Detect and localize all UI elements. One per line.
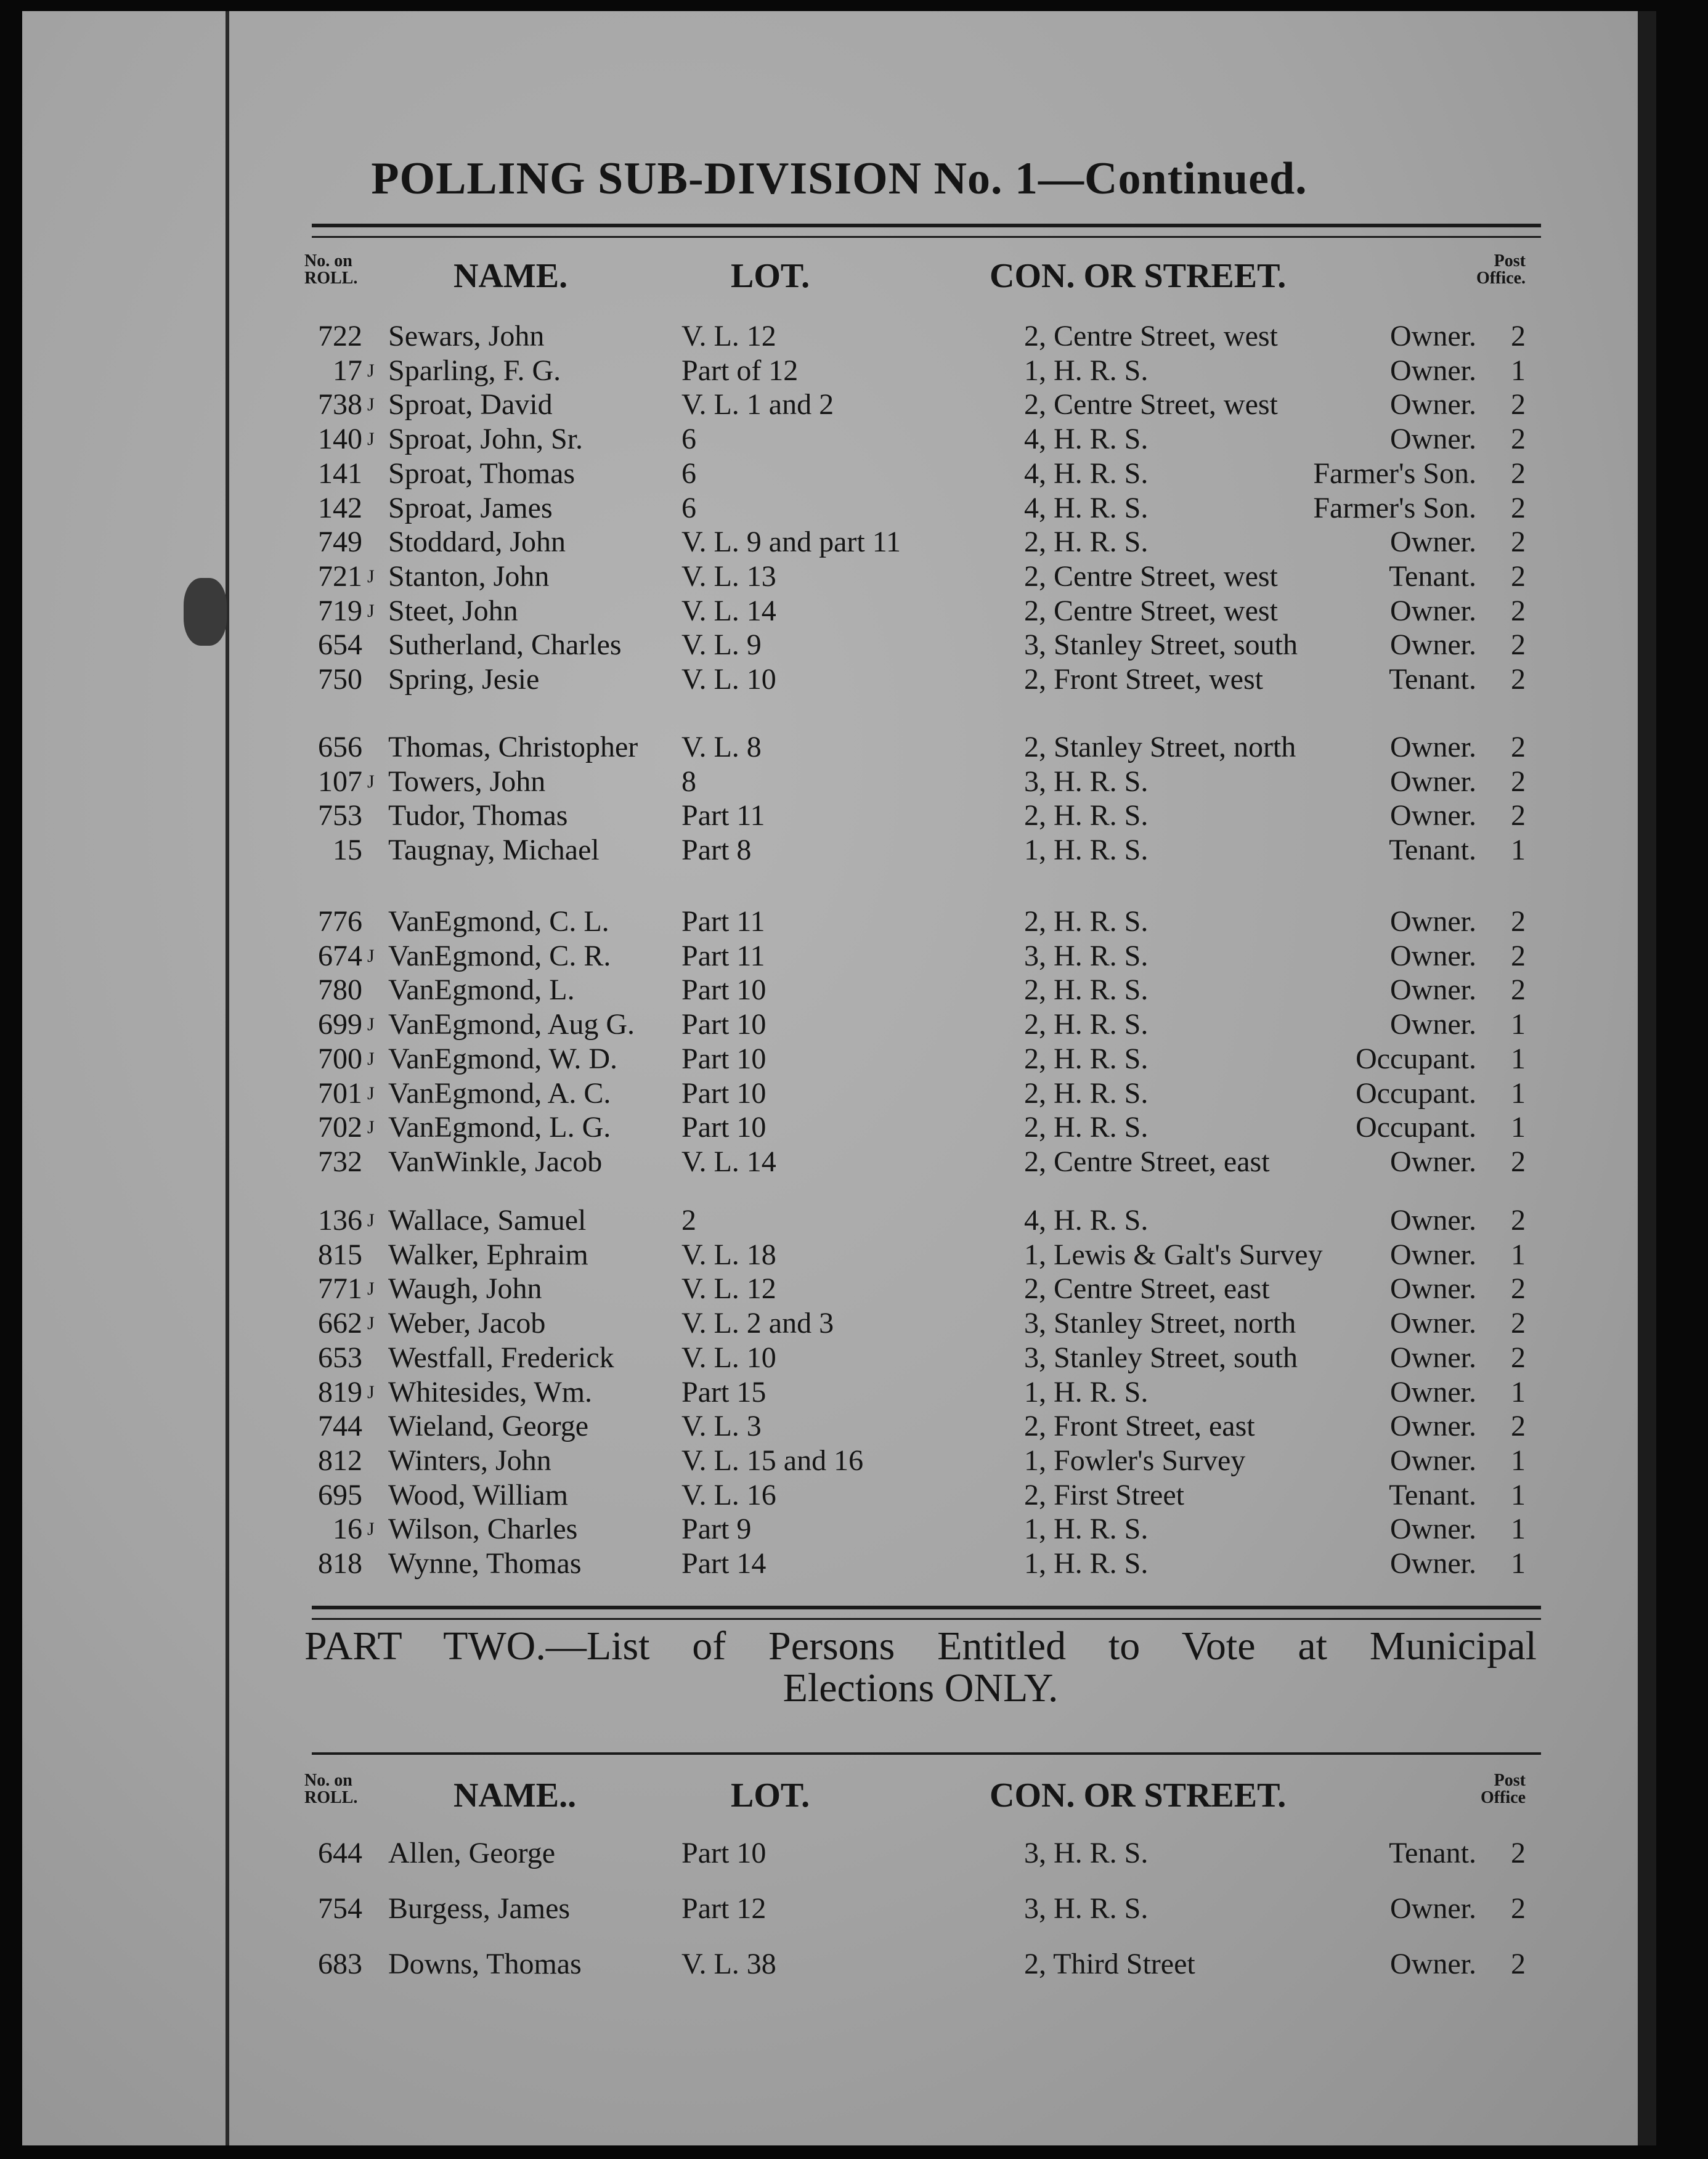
roll-number: 738 [318, 388, 362, 421]
table-row [22, 491, 1656, 526]
header-post-office: Post Office [1480, 1771, 1526, 1807]
voter-name: VanEgmond, L. [388, 974, 575, 1006]
post-office-cell: 2 [1511, 320, 1526, 352]
status-cell: Owner. [1390, 526, 1476, 558]
voter-name: Wynne, Thomas [388, 1547, 582, 1580]
status-cell: Owner. [1390, 765, 1476, 798]
post-office-cell: 2 [1511, 457, 1526, 490]
table-row [22, 1409, 1656, 1444]
table-row [22, 905, 1656, 939]
lot-cell: 6 [681, 492, 696, 524]
table-row [22, 1110, 1656, 1145]
lot-cell: V. L. 18 [681, 1238, 776, 1271]
part-two-rule [312, 1752, 1541, 1755]
con-street-cell: 2, H. R. S. [1024, 1111, 1149, 1144]
voter-name: VanEgmond, A. C. [388, 1077, 611, 1110]
part-two-heading-line2: Elections ONLY. [783, 1665, 1059, 1710]
post-office-cell: 1 [1511, 1238, 1526, 1271]
status-cell: Owner. [1390, 905, 1476, 938]
roll-number: 653 [318, 1341, 362, 1374]
table-row [22, 457, 1656, 491]
table-row [22, 1547, 1656, 1581]
table-row [22, 1512, 1656, 1547]
status-cell: Tenant. [1389, 1837, 1476, 1869]
roll-number: 753 [318, 799, 362, 832]
lot-cell: V. L. 14 [681, 1145, 776, 1178]
header-name: NAME. [453, 257, 568, 295]
lot-cell: Part 11 [681, 940, 765, 972]
part-two-heading-line1: PART TWO.—List of Persons Entitled to Vote at Municipal [304, 1624, 1537, 1669]
table-row [22, 1341, 1656, 1375]
juror-mark: J [367, 601, 375, 621]
lot-cell: 8 [681, 765, 696, 798]
table-row [22, 319, 1656, 354]
roll-number: 750 [318, 663, 362, 696]
con-street-cell: 2, H. R. S. [1024, 1077, 1149, 1110]
table-header [22, 245, 1656, 301]
table-row [22, 388, 1656, 422]
part-two-heading [304, 1625, 1537, 1709]
post-office-cell: 2 [1511, 765, 1526, 798]
roll-number: 136 [318, 1204, 362, 1237]
voter-name: VanEgmond, C. R. [388, 940, 611, 972]
table-row [22, 525, 1656, 559]
juror-mark: J [367, 946, 375, 966]
con-street-cell: 3, H. R. S. [1024, 940, 1149, 972]
status-cell: Owner. [1390, 1444, 1476, 1477]
voter-name: Sutherland, Charles [388, 628, 622, 661]
status-cell: Owner. [1390, 595, 1476, 627]
roll-number: 15 [333, 834, 362, 866]
con-street-cell: 1, Lewis & Galt's Survey [1024, 1238, 1323, 1271]
lot-cell: Part 10 [681, 1837, 767, 1869]
con-street-cell: 3, Stanley Street, north [1024, 1307, 1296, 1340]
status-cell: Owner. [1390, 1376, 1476, 1409]
post-office-cell: 2 [1511, 1307, 1526, 1340]
lot-cell: Part 12 [681, 1892, 767, 1925]
status-cell: Owner. [1390, 320, 1476, 352]
roll-number: 776 [318, 905, 362, 938]
lot-cell: 2 [681, 1204, 696, 1237]
lot-cell: 6 [681, 457, 696, 490]
roll-number: 754 [318, 1892, 362, 1925]
post-office-cell: 2 [1511, 526, 1526, 558]
lot-cell: Part 10 [681, 1077, 767, 1110]
juror-mark: J [367, 1083, 375, 1104]
table-row [22, 594, 1656, 628]
post-office-cell: 2 [1511, 905, 1526, 938]
table-row [22, 1272, 1656, 1306]
lot-cell: V. L. 12 [681, 320, 776, 352]
juror-mark: J [367, 394, 375, 415]
status-cell: Owner. [1390, 731, 1476, 763]
roll-number: 107 [318, 765, 362, 798]
con-street-cell: 2, Centre Street, west [1024, 388, 1278, 421]
roll-number: 812 [318, 1444, 362, 1477]
table-row [22, 1444, 1656, 1478]
lot-cell: Part 10 [681, 1008, 767, 1041]
voter-name: Towers, John [388, 765, 546, 798]
table-row [22, 1145, 1656, 1179]
status-cell: Owner. [1390, 1341, 1476, 1374]
voter-name: Allen, George [388, 1837, 556, 1869]
status-cell: Farmer's Son. [1313, 492, 1476, 524]
status-cell: Owner. [1390, 799, 1476, 832]
voter-name: Sparling, F. G. [388, 354, 561, 387]
juror-mark: J [367, 771, 375, 792]
table-row [22, 1203, 1656, 1238]
voter-name: Stoddard, John [388, 526, 566, 558]
voter-name: Sewars, John [388, 320, 545, 352]
con-street-cell: 4, H. R. S. [1024, 1204, 1149, 1237]
header-post-office: Post Office. [1476, 251, 1526, 288]
con-street-cell: 3, H. R. S. [1024, 1837, 1149, 1869]
page-title: POLLING SUB-DIVISION No. 1—Continued. [371, 153, 1307, 204]
juror-mark: J [367, 1313, 375, 1333]
roll-number: 644 [318, 1837, 362, 1869]
roll-number: 141 [318, 457, 362, 490]
post-office-cell: 2 [1511, 1837, 1526, 1869]
status-cell: Owner. [1390, 1547, 1476, 1580]
voter-name: Steet, John [388, 595, 518, 627]
post-office-cell: 2 [1511, 1892, 1526, 1925]
voter-name: Sproat, Thomas [388, 457, 575, 490]
roll-number: 142 [318, 492, 362, 524]
table-row [22, 422, 1656, 457]
voter-name: Wallace, Samuel [388, 1204, 587, 1237]
roll-number: 656 [318, 731, 362, 763]
voter-name: Winters, John [388, 1444, 551, 1477]
lot-cell: V. L. 3 [681, 1410, 762, 1442]
roll-number: 17 [333, 354, 362, 387]
roll-number: 744 [318, 1410, 362, 1442]
post-office-cell: 1 [1511, 1479, 1526, 1511]
table-row [22, 1238, 1656, 1272]
post-office-cell: 2 [1511, 1204, 1526, 1237]
table-row [22, 799, 1656, 833]
status-cell: Owner. [1390, 1892, 1476, 1925]
lot-cell: 6 [681, 423, 696, 455]
roll-number: 722 [318, 320, 362, 352]
table-row [22, 1042, 1656, 1076]
table-row [22, 765, 1656, 799]
status-cell: Occupant. [1356, 1043, 1476, 1075]
con-street-cell: 1, H. R. S. [1024, 1376, 1149, 1409]
lot-cell: V. L. 2 and 3 [681, 1307, 834, 1340]
con-street-cell: 3, H. R. S. [1024, 765, 1149, 798]
voter-name: Weber, Jacob [388, 1307, 546, 1340]
post-office-cell: 2 [1511, 1410, 1526, 1442]
roll-number: 16 [333, 1513, 362, 1545]
con-street-cell: 2, H. R. S. [1024, 905, 1149, 938]
post-office-cell: 1 [1511, 1111, 1526, 1144]
con-street-cell: 2, H. R. S. [1024, 974, 1149, 1006]
header-no-on-roll: No. on ROLL. [304, 1771, 358, 1807]
con-street-cell: 2, H. R. S. [1024, 1043, 1149, 1075]
voter-name: Walker, Ephraim [388, 1238, 588, 1271]
status-cell: Occupant. [1356, 1077, 1476, 1110]
lot-cell: Part 8 [681, 834, 752, 866]
status-cell: Owner. [1390, 1145, 1476, 1178]
post-office-cell: 1 [1511, 834, 1526, 866]
status-cell: Owner. [1390, 628, 1476, 661]
roll-number: 700 [318, 1043, 362, 1075]
status-cell: Farmer's Son. [1313, 457, 1476, 490]
lot-cell: V. L. 15 and 16 [681, 1444, 864, 1477]
post-office-cell: 1 [1511, 1008, 1526, 1041]
post-office-cell: 2 [1511, 1145, 1526, 1178]
voter-name: VanEgmond, C. L. [388, 905, 609, 938]
lot-cell: V. L. 8 [681, 731, 762, 763]
voter-name: Wilson, Charles [388, 1513, 578, 1545]
status-cell: Tenant. [1389, 1479, 1476, 1511]
lot-cell: V. L. 1 and 2 [681, 388, 834, 421]
juror-mark: J [367, 1279, 375, 1299]
post-office-cell: 1 [1511, 354, 1526, 387]
juror-mark: J [367, 1210, 375, 1230]
voter-name: Sproat, David [388, 388, 553, 421]
voter-name: Tudor, Thomas [388, 799, 568, 832]
voter-name: VanEgmond, W. D. [388, 1043, 617, 1075]
roll-number: 818 [318, 1547, 362, 1580]
post-office-cell: 2 [1511, 1948, 1526, 1980]
post-office-cell: 2 [1511, 492, 1526, 524]
con-street-cell: 4, H. R. S. [1024, 457, 1149, 490]
table-header-2 [22, 1765, 1656, 1820]
voter-name: Taugnay, Michael [388, 834, 600, 866]
roll-number: 749 [318, 526, 362, 558]
con-street-cell: 1, H. R. S. [1024, 1547, 1149, 1580]
con-street-cell: 2, Centre Street, west [1024, 320, 1278, 352]
status-cell: Owner. [1390, 1238, 1476, 1271]
lot-cell: Part 9 [681, 1513, 752, 1545]
con-street-cell: 3, Stanley Street, south [1024, 628, 1298, 661]
lot-cell: Part 10 [681, 974, 767, 1006]
header-con-street: CON. OR STREET. [990, 1776, 1287, 1815]
voter-name: Wood, William [388, 1479, 568, 1511]
voter-name: Wieland, George [388, 1410, 589, 1442]
table-row [22, 833, 1656, 868]
scanned-page [22, 11, 1656, 2145]
roll-number: 674 [318, 940, 362, 972]
voter-name: Westfall, Frederick [388, 1341, 614, 1374]
lot-cell: V. L. 16 [681, 1479, 776, 1511]
post-office-cell: 1 [1511, 1444, 1526, 1477]
voter-name: Sproat, John, Sr. [388, 423, 584, 455]
voter-name: Spring, Jesie [388, 663, 540, 696]
post-office-cell: 1 [1511, 1547, 1526, 1580]
con-street-cell: 2, Front Street, west [1024, 663, 1263, 696]
con-street-cell: 2, First Street [1024, 1479, 1184, 1511]
post-office-cell: 2 [1511, 560, 1526, 593]
con-street-cell: 1, H. R. S. [1024, 834, 1149, 866]
status-cell: Tenant. [1389, 834, 1476, 866]
status-cell: Occupant. [1356, 1111, 1476, 1144]
table-row [22, 730, 1656, 765]
lot-cell: Part 10 [681, 1043, 767, 1075]
status-cell: Owner. [1390, 1948, 1476, 1980]
con-street-cell: 2, H. R. S. [1024, 526, 1149, 558]
lot-cell: V. L. 12 [681, 1272, 776, 1305]
roll-number: 702 [318, 1111, 362, 1144]
voter-name: VanEgmond, Aug G. [388, 1008, 635, 1041]
post-office-cell: 2 [1511, 731, 1526, 763]
juror-mark: J [367, 566, 375, 587]
con-street-cell: 2, Front Street, east [1024, 1410, 1255, 1442]
header-lot: LOT. [731, 257, 810, 295]
lot-cell: Part 11 [681, 799, 765, 832]
header-no-on-roll: No. on ROLL. [304, 251, 358, 288]
voter-name: Waugh, John [388, 1272, 542, 1305]
table-row [22, 939, 1656, 974]
juror-mark: J [367, 429, 375, 449]
post-office-cell: 2 [1511, 974, 1526, 1006]
table-row [22, 1836, 1656, 1871]
lot-cell: V. L. 13 [681, 560, 776, 593]
post-office-cell: 1 [1511, 1043, 1526, 1075]
post-office-cell: 2 [1511, 940, 1526, 972]
post-office-cell: 2 [1511, 423, 1526, 455]
header-name: NAME.. [453, 1776, 577, 1815]
con-street-cell: 2, H. R. S. [1024, 799, 1149, 832]
post-office-cell: 2 [1511, 388, 1526, 421]
status-cell: Owner. [1390, 354, 1476, 387]
table-row [22, 1892, 1656, 1926]
post-office-cell: 1 [1511, 1376, 1526, 1409]
roll-number: 654 [318, 628, 362, 661]
voter-name: Downs, Thomas [388, 1948, 582, 1980]
table-row [22, 1007, 1656, 1042]
table-row [22, 1306, 1656, 1341]
con-street-cell: 1, H. R. S. [1024, 1513, 1149, 1545]
post-office-cell: 2 [1511, 595, 1526, 627]
status-cell: Owner. [1390, 1204, 1476, 1237]
voter-name: VanEgmond, L. G. [388, 1111, 611, 1144]
juror-mark: J [367, 1049, 375, 1069]
lot-cell: Part 14 [681, 1547, 767, 1580]
lot-cell: V. L. 9 [681, 628, 762, 661]
post-office-cell: 1 [1511, 1077, 1526, 1110]
table-row [22, 559, 1656, 594]
lot-cell: V. L. 10 [681, 663, 776, 696]
post-office-cell: 2 [1511, 799, 1526, 832]
voter-name: Thomas, Christopher [388, 731, 638, 763]
roll-number: 719 [318, 595, 362, 627]
lot-cell: Part 15 [681, 1376, 767, 1409]
roll-number: 819 [318, 1376, 362, 1409]
con-street-cell: 3, Stanley Street, south [1024, 1341, 1298, 1374]
voter-name: Whitesides, Wm. [388, 1376, 593, 1409]
roll-number: 695 [318, 1479, 362, 1511]
table-row [22, 662, 1656, 697]
title-rule [312, 224, 1541, 238]
post-office-cell: 1 [1511, 1513, 1526, 1545]
status-cell: Tenant. [1389, 663, 1476, 696]
table-row [22, 1076, 1656, 1111]
voter-name: Burgess, James [388, 1892, 571, 1925]
section-rule [312, 1606, 1541, 1620]
table-row [22, 628, 1656, 662]
con-street-cell: 1, H. R. S. [1024, 354, 1149, 387]
con-street-cell: 4, H. R. S. [1024, 423, 1149, 455]
lot-cell: V. L. 14 [681, 595, 776, 627]
roll-number: 662 [318, 1307, 362, 1340]
roll-number: 701 [318, 1077, 362, 1110]
header-lot: LOT. [731, 1776, 810, 1815]
status-cell: Owner. [1390, 1008, 1476, 1041]
status-cell: Owner. [1390, 1307, 1476, 1340]
post-office-cell: 2 [1511, 1341, 1526, 1374]
con-street-cell: 4, H. R. S. [1024, 492, 1149, 524]
roll-number: 771 [318, 1272, 362, 1305]
post-office-cell: 2 [1511, 628, 1526, 661]
roll-number: 780 [318, 974, 362, 1006]
header-con-street: CON. OR STREET. [990, 257, 1287, 295]
juror-mark: J [367, 1382, 375, 1402]
con-street-cell: 2, H. R. S. [1024, 1008, 1149, 1041]
voter-name: Stanton, John [388, 560, 550, 593]
status-cell: Owner. [1390, 423, 1476, 455]
juror-mark: J [367, 1117, 375, 1137]
roll-number: 815 [318, 1238, 362, 1271]
post-office-cell: 2 [1511, 1272, 1526, 1305]
status-cell: Owner. [1390, 1410, 1476, 1442]
table-row [22, 1375, 1656, 1410]
roll-number: 721 [318, 560, 362, 593]
status-cell: Owner. [1390, 1513, 1476, 1545]
con-street-cell: 2, Centre Street, east [1024, 1272, 1270, 1305]
table-row [22, 973, 1656, 1007]
status-cell: Owner. [1390, 940, 1476, 972]
status-cell: Owner. [1390, 974, 1476, 1006]
con-street-cell: 2, Centre Street, west [1024, 595, 1278, 627]
juror-mark: J [367, 1014, 375, 1035]
status-cell: Tenant. [1389, 560, 1476, 593]
voter-name: VanWinkle, Jacob [388, 1145, 603, 1178]
con-street-cell: 1, Fowler's Survey [1024, 1444, 1246, 1477]
table-row [22, 1947, 1656, 1982]
juror-mark: J [367, 360, 375, 381]
roll-number: 699 [318, 1008, 362, 1041]
status-cell: Owner. [1390, 1272, 1476, 1305]
con-street-cell: 2, Centre Street, west [1024, 560, 1278, 593]
lot-cell: V. L. 9 and part 11 [681, 526, 901, 558]
con-street-cell: 2, Centre Street, east [1024, 1145, 1270, 1178]
roll-number: 140 [318, 423, 362, 455]
voter-name: Sproat, James [388, 492, 553, 524]
roll-number: 732 [318, 1145, 362, 1178]
lot-cell: V. L. 38 [681, 1948, 776, 1980]
con-street-cell: 3, H. R. S. [1024, 1892, 1149, 1925]
juror-mark: J [367, 1519, 375, 1539]
lot-cell: Part of 12 [681, 354, 799, 387]
table-row [22, 1478, 1656, 1513]
con-street-cell: 2, Third Street [1024, 1948, 1195, 1980]
lot-cell: Part 11 [681, 905, 765, 938]
roll-number: 683 [318, 1948, 362, 1980]
table-row [22, 354, 1656, 388]
lot-cell: V. L. 10 [681, 1341, 776, 1374]
con-street-cell: 2, Stanley Street, north [1024, 731, 1296, 763]
lot-cell: Part 10 [681, 1111, 767, 1144]
post-office-cell: 2 [1511, 663, 1526, 696]
status-cell: Owner. [1390, 388, 1476, 421]
